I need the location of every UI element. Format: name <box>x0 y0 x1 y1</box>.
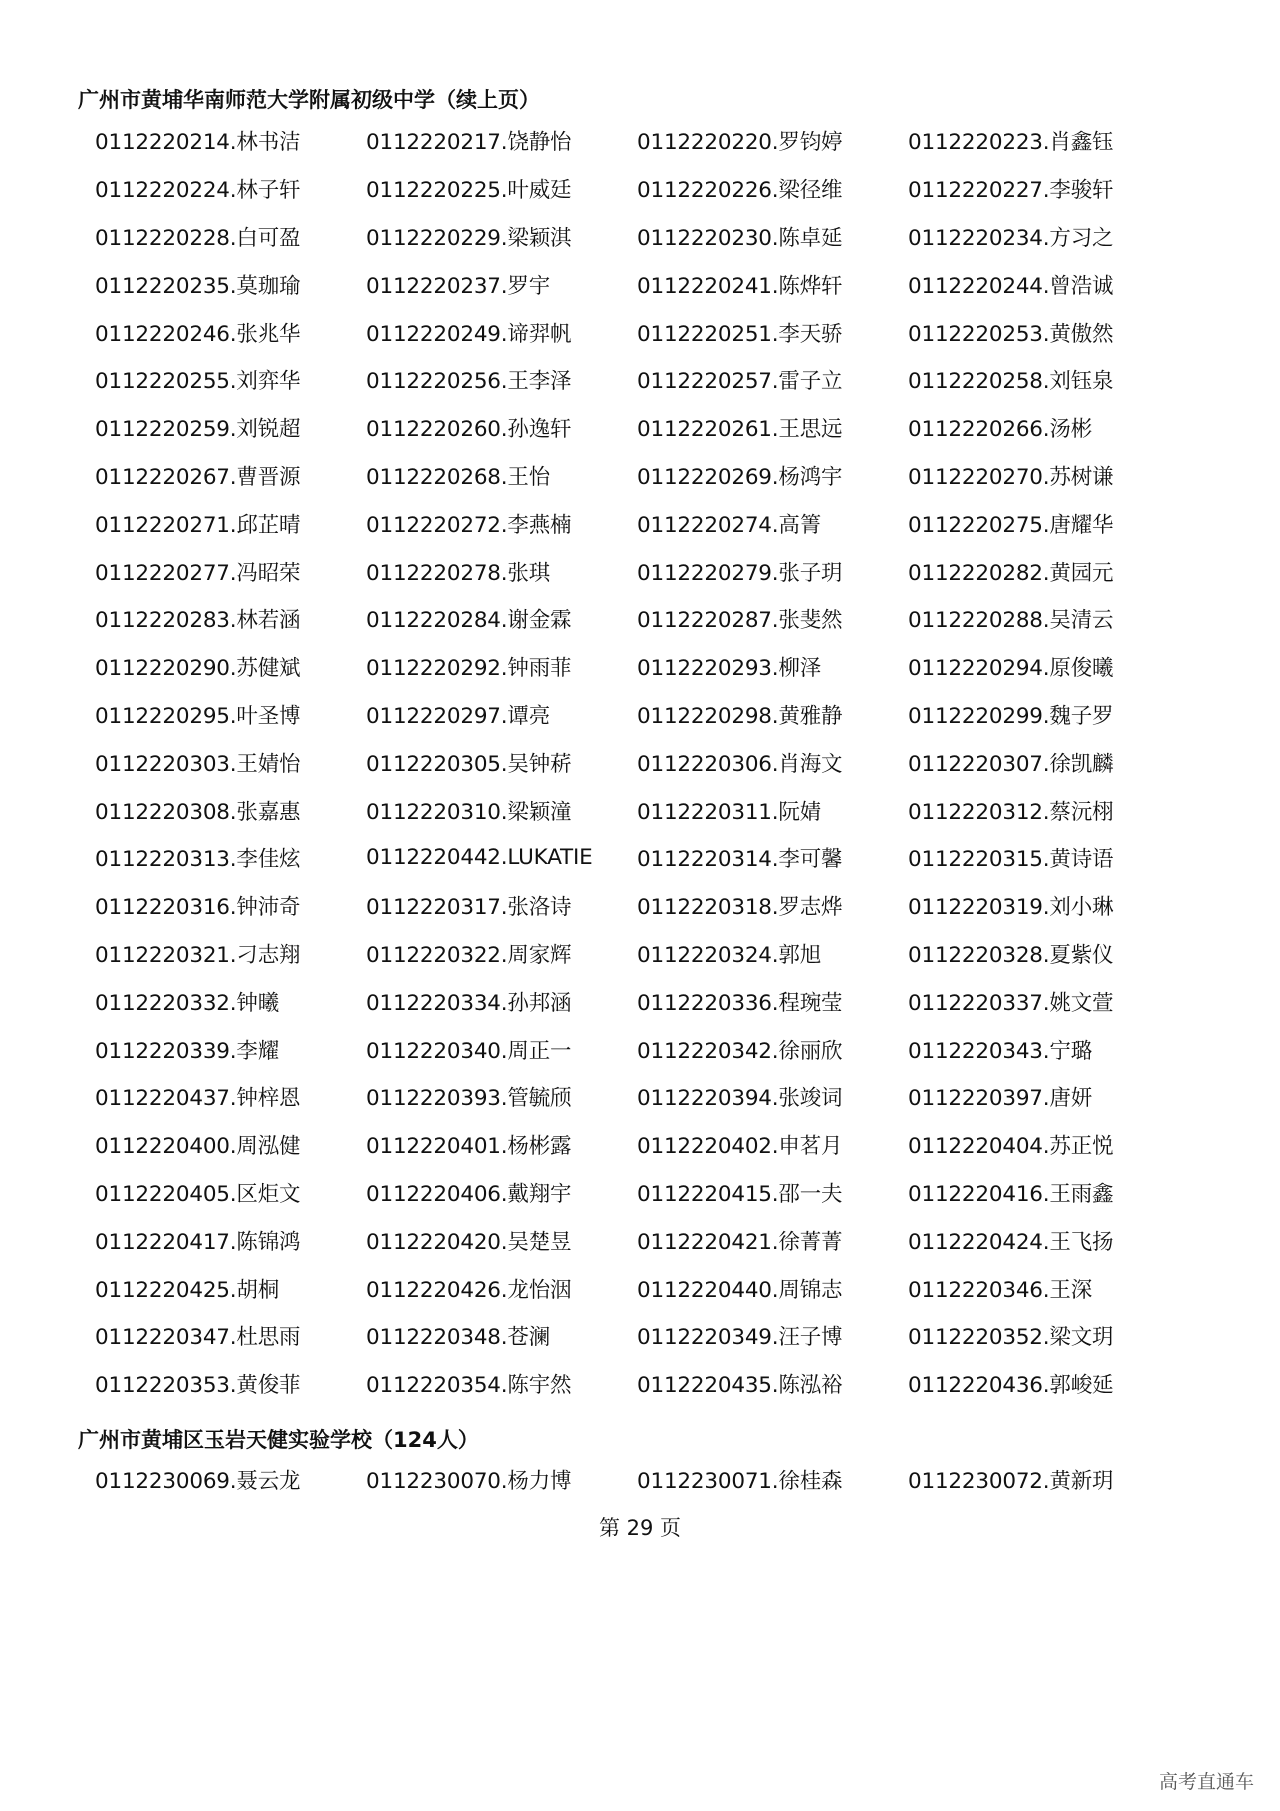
student-entry: 0112220340.周正一 <box>366 1038 572 1064</box>
student-entry: 0112220259.刘锐超 <box>95 417 301 443</box>
student-entry: 0112220260.孙逸轩 <box>366 417 572 443</box>
student-entry: 0112220293.柳泽 <box>637 656 822 682</box>
list-row <box>95 1169 1225 1217</box>
student-entry: 0112220319.刘小琳 <box>908 895 1114 921</box>
student-entry: 0112220230.陈卓延 <box>637 225 843 251</box>
section-1-name-list <box>95 117 1225 1408</box>
student-entry: 0112220269.杨鸿宇 <box>637 464 843 490</box>
student-entry: 0112220346.王深 <box>908 1277 1093 1303</box>
list-row <box>95 930 1225 978</box>
student-entry: 0112220348.苍澜 <box>366 1325 551 1351</box>
list-row <box>95 643 1225 691</box>
list-row <box>95 977 1225 1025</box>
student-entry: 0112220442.LUKATIE <box>366 845 593 871</box>
student-entry: 0112220298.黄雅静 <box>637 703 843 729</box>
student-entry: 0112220261.王思远 <box>637 417 843 443</box>
student-entry: 0112220315.黄诗语 <box>908 847 1114 873</box>
student-entry: 0112220322.周家辉 <box>366 942 572 968</box>
student-entry: 0112220349.汪子博 <box>637 1325 843 1351</box>
student-entry: 0112220214.林书洁 <box>95 130 301 156</box>
student-entry: 0112220224.林子轩 <box>95 178 301 204</box>
student-entry: 0112220234.方习之 <box>908 225 1114 251</box>
student-entry: 0112220406.戴翔宇 <box>366 1181 572 1207</box>
list-row <box>95 499 1225 547</box>
student-entry: 0112220353.黄俊菲 <box>95 1373 301 1399</box>
student-entry: 0112220310.梁颖潼 <box>366 799 572 825</box>
student-entry: 0112230070.杨力博 <box>366 1469 572 1495</box>
student-entry: 0112220294.原俊曦 <box>908 656 1114 682</box>
page-number: 第 29 页 <box>598 1516 682 1540</box>
student-entry: 0112220223.肖鑫钰 <box>908 130 1114 156</box>
student-entry: 0112220435.陈泓裕 <box>637 1373 843 1399</box>
student-entry: 0112220313.李佳炫 <box>95 847 301 873</box>
student-entry: 0112220314.李可馨 <box>637 847 843 873</box>
student-entry: 0112220283.林若涵 <box>95 608 301 634</box>
student-entry: 0112220278.张琪 <box>366 560 551 586</box>
student-entry: 0112220244.曾浩诚 <box>908 273 1114 299</box>
list-row <box>95 547 1225 595</box>
student-entry: 0112220328.夏紫仪 <box>908 942 1114 968</box>
student-entry: 0112220255.刘弈华 <box>95 369 301 395</box>
student-entry: 0112220317.张洛诗 <box>366 895 572 921</box>
list-row <box>95 117 1225 165</box>
list-row <box>95 1360 1225 1408</box>
student-entry: 0112230069.聂云龙 <box>95 1469 301 1495</box>
student-entry: 0112220332.钟曦 <box>95 990 280 1016</box>
student-entry: 0112220287.张斐然 <box>637 608 843 634</box>
student-entry: 0112220400.周泓健 <box>95 1134 301 1160</box>
list-row <box>95 213 1225 261</box>
list-row <box>95 165 1225 213</box>
student-entry: 0112230071.徐桂森 <box>637 1469 843 1495</box>
student-entry: 0112220421.徐菁菁 <box>637 1229 843 1255</box>
student-entry: 0112220299.魏子罗 <box>908 703 1114 729</box>
student-entry: 0112220397.唐妍 <box>908 1086 1093 1112</box>
list-row <box>95 595 1225 643</box>
student-entry: 0112220339.李耀 <box>95 1038 280 1064</box>
list-row <box>95 738 1225 786</box>
student-entry: 0112220270.苏树谦 <box>908 464 1114 490</box>
student-entry: 0112220354.陈宇然 <box>366 1373 572 1399</box>
student-entry: 0112220417.陈锦鸿 <box>95 1229 301 1255</box>
student-entry: 0112220436.郭峻延 <box>908 1373 1114 1399</box>
student-entry: 0112220279.张子玥 <box>637 560 843 586</box>
student-entry: 0112220312.蔡沅栩 <box>908 799 1114 825</box>
student-entry: 0112220347.杜思雨 <box>95 1325 301 1351</box>
student-entry: 0112220343.宁璐 <box>908 1038 1093 1064</box>
student-entry: 0112220292.钟雨菲 <box>366 656 572 682</box>
student-entry: 0112220227.李骏轩 <box>908 178 1114 204</box>
student-entry: 0112220420.吴楚昱 <box>366 1229 572 1255</box>
student-entry: 0112220336.程琬莹 <box>637 990 843 1016</box>
student-entry: 0112220290.苏健斌 <box>95 656 301 682</box>
student-entry: 0112220237.罗宇 <box>366 273 551 299</box>
list-row <box>95 834 1225 882</box>
list-row <box>95 786 1225 834</box>
section-2-title: 广州市黄埔区玉岩天健实验学校（124人） <box>78 1428 479 1452</box>
student-entry: 0112220305.吴钟菥 <box>366 751 572 777</box>
student-entry: 0112220321.刁志翔 <box>95 942 301 968</box>
student-entry: 0112220426.龙怡洇 <box>366 1277 572 1303</box>
student-entry: 0112220306.肖海文 <box>637 751 843 777</box>
student-entry: 0112220241.陈烨轩 <box>637 273 843 299</box>
student-entry: 0112220316.钟沛奇 <box>95 895 301 921</box>
student-entry: 0112230072.黄新玥 <box>908 1469 1114 1495</box>
list-row <box>95 308 1225 356</box>
student-entry: 0112220229.梁颖淇 <box>366 225 572 251</box>
student-entry: 0112220251.李天骄 <box>637 321 843 347</box>
student-entry: 0112220249.谛羿帆 <box>366 321 572 347</box>
list-row <box>95 404 1225 452</box>
student-entry: 0112220342.徐丽欣 <box>637 1038 843 1064</box>
student-entry: 0112220424.王飞扬 <box>908 1229 1114 1255</box>
student-entry: 0112220217.饶静怡 <box>366 130 572 156</box>
student-entry: 0112220284.谢金霖 <box>366 608 572 634</box>
student-entry: 0112220393.管毓颀 <box>366 1086 572 1112</box>
list-row <box>95 1121 1225 1169</box>
student-entry: 0112220440.周锦志 <box>637 1277 843 1303</box>
student-entry: 0112220228.白可盈 <box>95 225 301 251</box>
student-entry: 0112220226.梁径维 <box>637 178 843 204</box>
student-entry: 0112220303.王婧怡 <box>95 751 301 777</box>
list-row <box>95 1216 1225 1264</box>
student-entry: 0112220415.邵一夫 <box>637 1181 843 1207</box>
student-entry: 0112220437.钟梓恩 <box>95 1086 301 1112</box>
student-entry: 0112220246.张兆华 <box>95 321 301 347</box>
list-row <box>95 356 1225 404</box>
student-entry: 0112220318.罗志烨 <box>637 895 843 921</box>
student-entry: 0112220308.张嘉惠 <box>95 799 301 825</box>
student-entry: 0112220258.刘钰泉 <box>908 369 1114 395</box>
student-entry: 0112220253.黄傲然 <box>908 321 1114 347</box>
student-entry: 0112220416.王雨鑫 <box>908 1181 1114 1207</box>
student-entry: 0112220225.叶威廷 <box>366 178 572 204</box>
list-row <box>95 882 1225 930</box>
student-entry: 0112220288.吴清云 <box>908 608 1114 634</box>
list-row <box>95 1073 1225 1121</box>
list-row <box>95 260 1225 308</box>
section-1-title: 广州市黄埔华南师范大学附属初级中学（续上页） <box>78 88 540 112</box>
student-entry: 0112220337.姚文萱 <box>908 990 1114 1016</box>
student-entry: 0112220295.叶圣博 <box>95 703 301 729</box>
list-row <box>95 1025 1225 1073</box>
student-entry: 0112220235.莫珈瑜 <box>95 273 301 299</box>
student-entry: 0112220402.申茗月 <box>637 1134 843 1160</box>
student-entry: 0112220297.谭亮 <box>366 703 551 729</box>
student-entry: 0112220257.雷子立 <box>637 369 843 395</box>
student-entry: 0112220352.梁文玥 <box>908 1325 1114 1351</box>
watermark: 高考直通车 <box>1158 1771 1254 1793</box>
student-entry: 0112220307.徐凯麟 <box>908 751 1114 777</box>
student-entry: 0112220271.邱芷晴 <box>95 512 301 538</box>
list-row <box>95 1264 1225 1312</box>
student-entry: 0112220404.苏正悦 <box>908 1134 1114 1160</box>
student-entry: 0112220272.李燕楠 <box>366 512 572 538</box>
student-entry: 0112220405.区炬文 <box>95 1181 301 1207</box>
list-row <box>95 691 1225 739</box>
student-entry: 0112220282.黄园元 <box>908 560 1114 586</box>
student-entry: 0112220275.唐耀华 <box>908 512 1114 538</box>
student-entry: 0112220266.汤彬 <box>908 417 1093 443</box>
student-entry: 0112220334.孙邦涵 <box>366 990 572 1016</box>
student-entry: 0112220324.郭旭 <box>637 942 822 968</box>
student-entry: 0112220268.王怡 <box>366 464 551 490</box>
student-entry: 0112220425.胡桐 <box>95 1277 280 1303</box>
student-entry: 0112220394.张竣词 <box>637 1086 843 1112</box>
student-entry: 0112220274.高箐 <box>637 512 822 538</box>
student-entry: 0112220256.王李泽 <box>366 369 572 395</box>
student-entry: 0112220311.阮婧 <box>637 799 822 825</box>
student-entry: 0112220220.罗钧婷 <box>637 130 843 156</box>
list-row <box>95 1456 1225 1504</box>
list-row <box>95 452 1225 500</box>
student-entry: 0112220277.冯昭荣 <box>95 560 301 586</box>
student-entry: 0112220401.杨彬露 <box>366 1134 572 1160</box>
list-row <box>95 1312 1225 1360</box>
student-entry: 0112220267.曹晋源 <box>95 464 301 490</box>
section-2-name-list <box>95 1456 1225 1504</box>
